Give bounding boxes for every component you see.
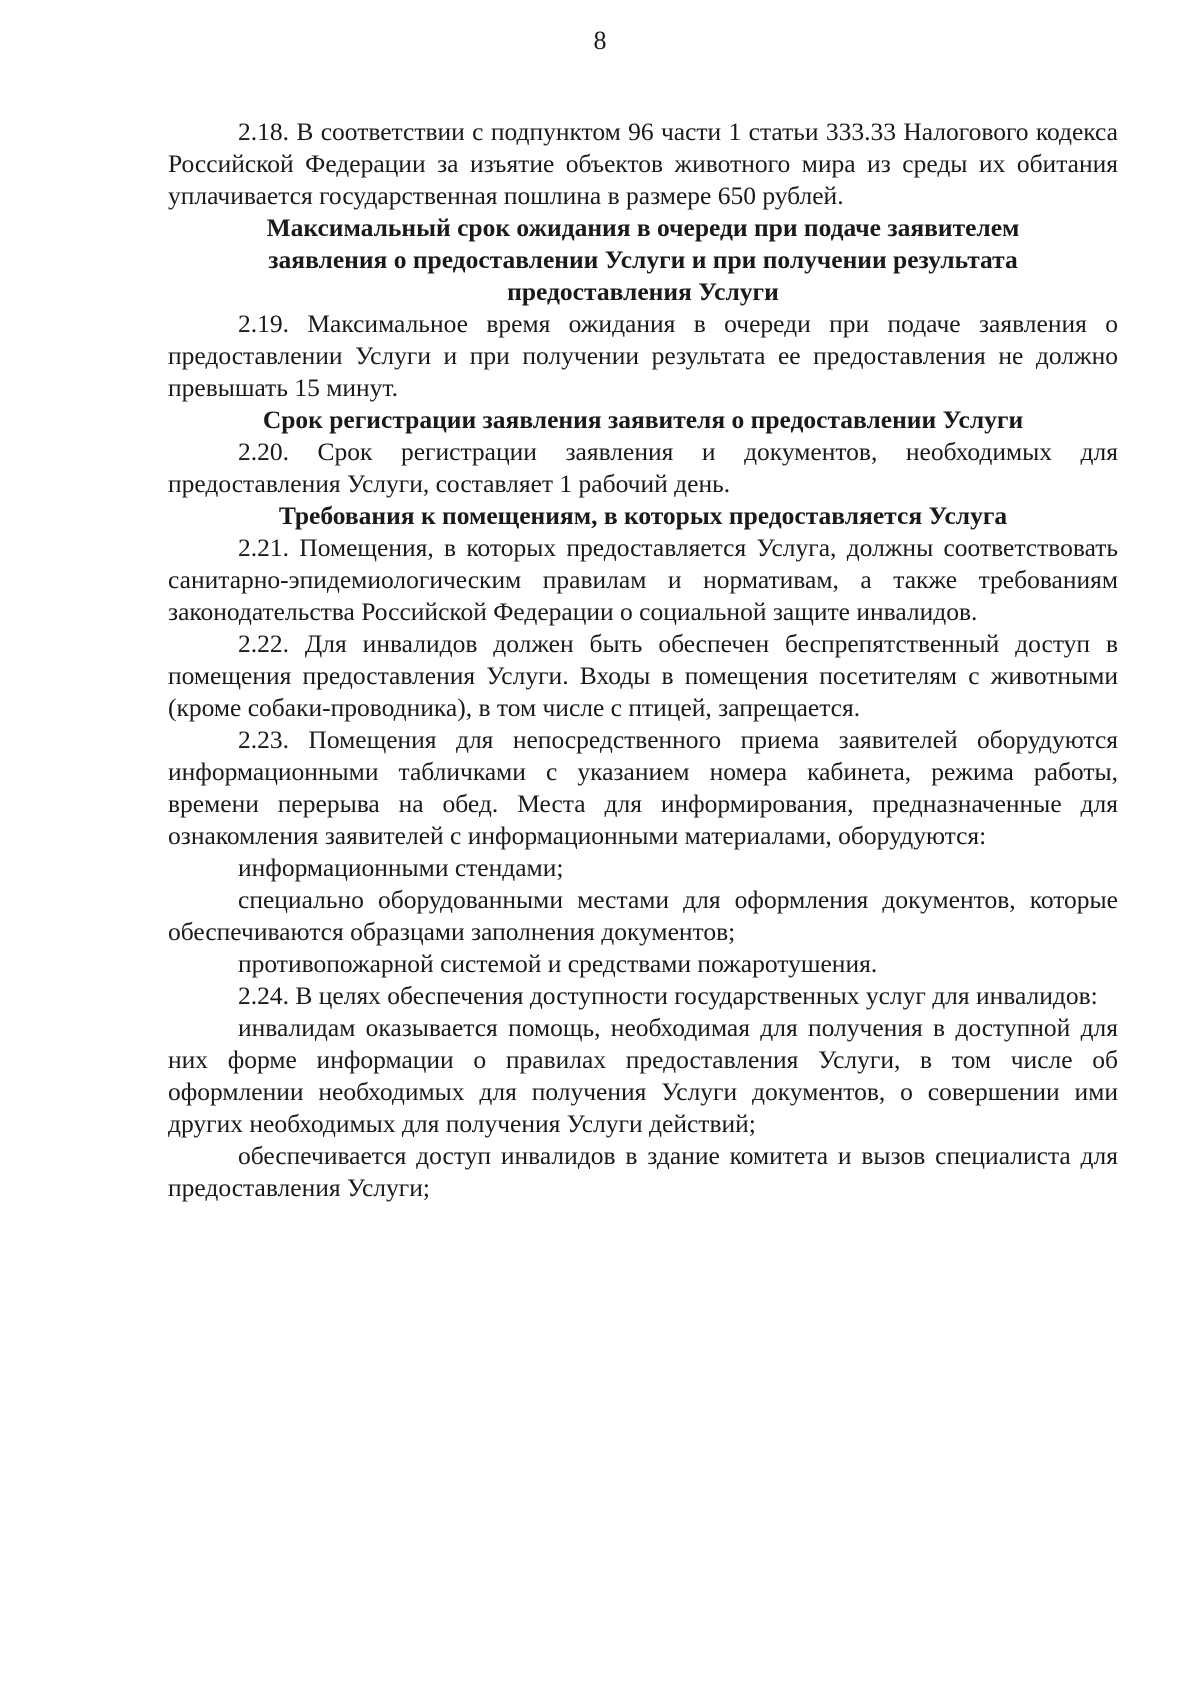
list-item-building-access: обеспечивается доступ инвалидов в здание комитета и вызов специалиста для предоставления Услуги;	[168, 1141, 1118, 1202]
document-body	[168, 116, 1118, 1204]
list-item-equipped-places: специально оборудованными местами для оформления документов, которые обеспечиваются образцами заполнения документов;	[168, 885, 1118, 946]
page-number: 8	[593, 26, 607, 55]
paragraph-2-18: 2.18. В соответствии с подпунктом 96 части 1 статьи 333.33 Налогового кодекса Российской Федерации за изъятие объектов животного мира из среды их обитания уплачивается государственная пошлина в размере 650 рублей.	[168, 117, 1118, 210]
paragraph-2-21: 2.21. Помещения, в которых предоставляется Услуга, должны соответствовать санитарно-эпидемиологическим правилам и нормативам, а также требованиям законодательства Российской Федерации о социальной защите инвалидов.	[168, 533, 1118, 626]
paragraph-2-20: 2.20. Срок регистрации заявления и документов, необходимых для предоставления Услуги, составляет 1 рабочий день.	[168, 437, 1118, 498]
paragraph-2-19: 2.19. Максимальное время ожидания в очереди при подаче заявления о предоставлении Услуги и при получении результата ее предоставления не должно превышать 15 минут.	[168, 309, 1118, 402]
paragraph-2-23: 2.23. Помещения для непосредственного приема заявителей оборудуются информационными табличками с указанием номера кабинета, режима работы, времени перерыва на обед. Места для информирования, предназначенные для ознакомления заявителей с информационными материалами, оборудуются:	[168, 725, 1118, 850]
list-item-fire-system: противопожарной системой и средствами пожаротушения.	[238, 949, 878, 978]
paragraph-2-24: 2.24. В целях обеспечения доступности государственных услуг для инвалидов:	[238, 981, 1098, 1010]
list-item-assistance: инвалидам оказывается помощь, необходимая для получения в доступной для них форме информации о правилах предоставления Услуги, в том числе об оформлении необходимых для получения Услуги документов, о совершении ими других необходимых для получения Услуги действий;	[168, 1013, 1118, 1138]
heading-queue-wait-time: Максимальный срок ожидания в очереди при подаче заявителем заявления о предоставлении Услуги и при получении результата предоставления Услуги	[266, 213, 1020, 306]
paragraph-2-22: 2.22. Для инвалидов должен быть обеспечен беспрепятственный доступ в помещения предоставления Услуги. Входы в помещения посетителям с животными (кроме собаки-проводника), в том числе с птицей, запрещается.	[168, 629, 1118, 722]
heading-registration-term: Срок регистрации заявления заявителя о предоставлении Услуги	[262, 405, 1024, 434]
list-item-info-stands: информационными стендами;	[238, 853, 564, 882]
heading-premises-requirements: Требования к помещениям, в которых предоставляется Услуга	[278, 501, 1008, 530]
